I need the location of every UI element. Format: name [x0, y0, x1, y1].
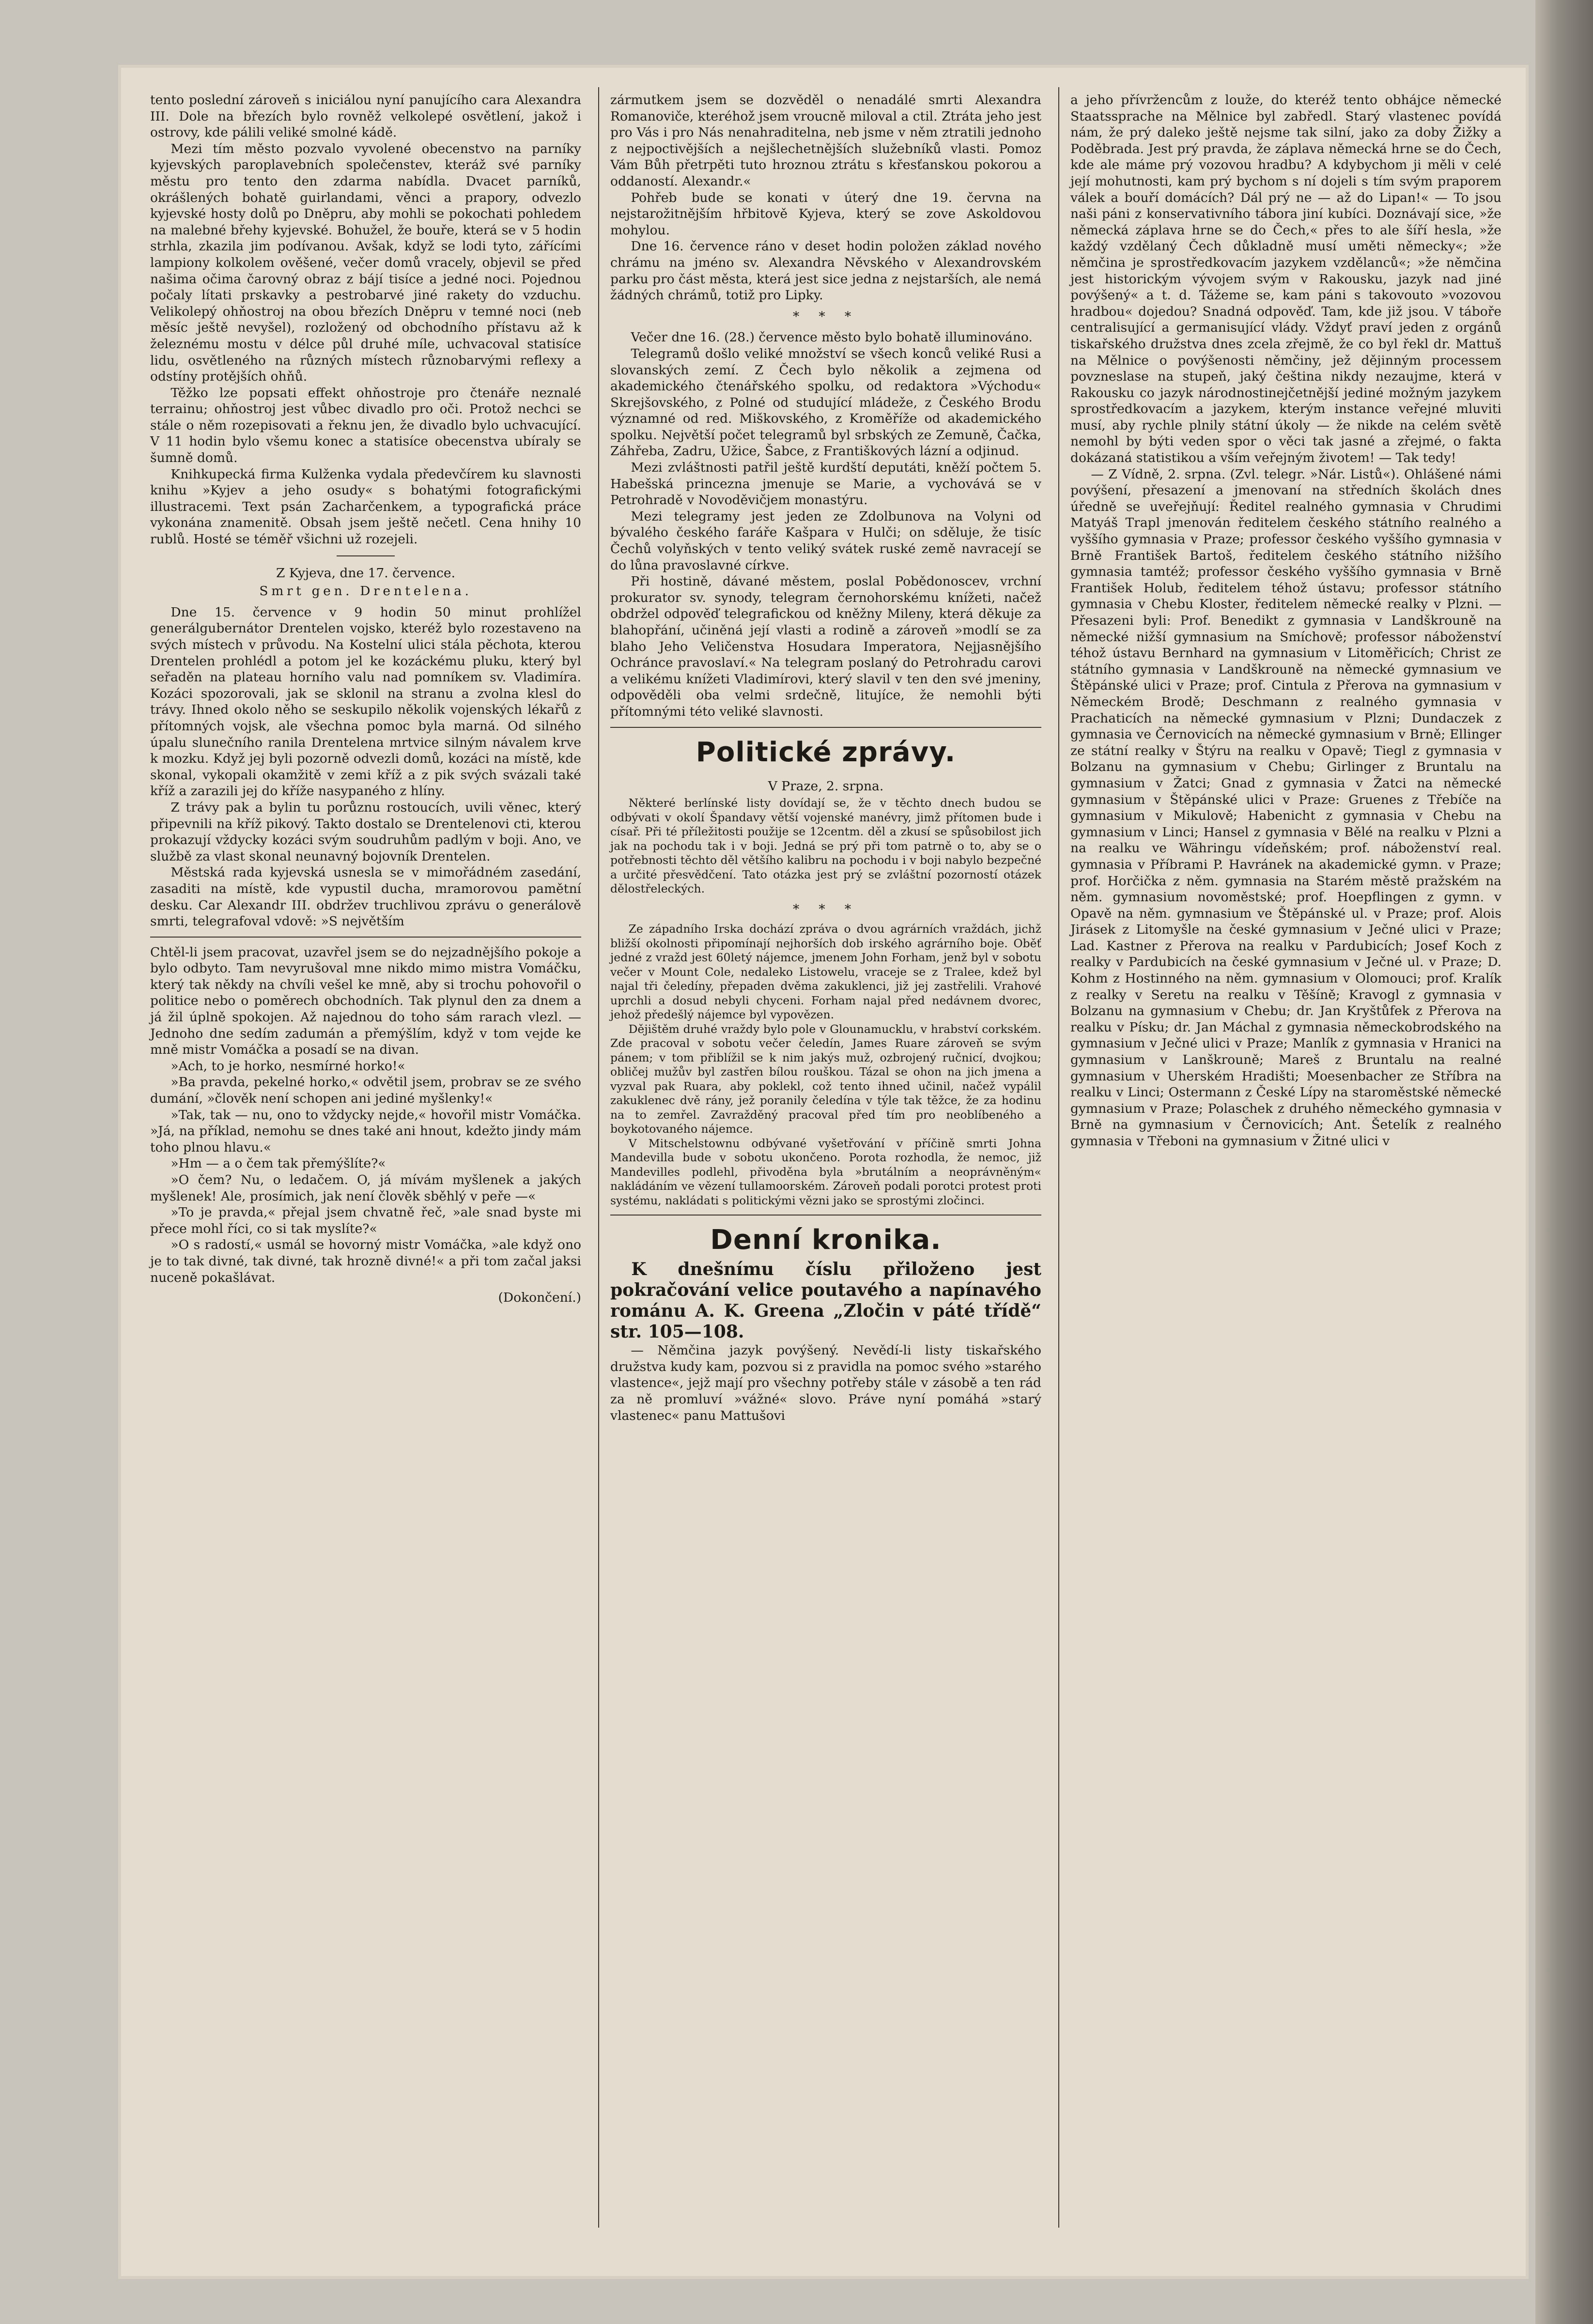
- feuilleton-paragraph: Chtěl-li jsem pracovat, uzavřel jsem se do nejzadnějšího pokoje a bylo odbyto. Tam nevyrušoval mne nikdo mimo mistra Vomáčku, který tak někdy na chvíli vešel ke mně, aby si trochu pohovořil o politice nebo o poměrech obchodních. Tak plynul den za dnem a já žil úplně spokojen. Až najednou do toho sám rarach vlezl. — Jednoho dne sedím zadumán a přemýšlím, když v tom vejde ke mně mistr Vomáčka a posadí se na divan.: [150, 944, 581, 1058]
- paragraph: Těžko lze popsati effekt ohňostroje pro čtenáře neznalé terrainu; ohňostroj jest vůbec divadlo pro oči. Protož nechci se stále o něm rozepisovati a řeknu jen, že divadlo bylo uchvacující. V 11 hodin bylo všemu konec a statisíce obecenstva ubíraly se šumně domů.: [150, 385, 581, 466]
- paragraph: zármutkem jsem se dozvěděl o nenadálé smrti Alexandra Romanoviče, kteréhož jsem vroucně miloval a ctil. Ztráta jeho jest pro Vás i pro Nás nenahraditelna, neb jsme v něm ztratili jednoho z nejpoctivějších a nejšlechetnějších služebníků vlasti. Pomoz Vám Bůh přetrpěti tuto hroznou ztrátu s křesťanskou pokorou a oddaností. Alexandr.«: [610, 92, 1041, 189]
- column-rule: [1058, 87, 1059, 2228]
- paragraph: Telegramů došlo veliké množství se všech konců veliké Rusi a slovanských zemí. Z Čech bylo několik a zejmena od akademického čtenářského spolku, od redaktora »Východu« Skrejšovského, z Polné od studující mládeže, z Českého Brodu významné od red. Miškovského, z Kroměříže od akademického spolku. Největší počet telegramů byl srbských ze Zemuně, Čačka, Záhřeba, Zadru, Užice, Šabce, z Františkových lázní a odjinud.: [610, 346, 1041, 459]
- column-1: [150, 92, 581, 1306]
- column-3: [1070, 92, 1501, 1150]
- paragraph: Dne 16. července ráno v deset hodin položen základ nového chrámu na jméno sv. Alexandra Něvského v Alexandrovském parku pro část města, která jest sice jedna z nejstarších, ale nemá žádných chrámů, totiž pro Lipky.: [610, 239, 1041, 303]
- dateline: V Praze, 2. srpna.: [768, 778, 884, 794]
- feuilleton-paragraph: »O s radostí,« usmál se hovorný mistr Vomáčka, »ale když ono je to tak divné, tak divné, tak hrozně divné!« a při tom začal jaksi nuceně pokašlávat.: [150, 1237, 581, 1285]
- paragraph: Při hostině, dávané městem, poslal Pobědonoscev, vrchní prokurator sv. synody, telegram černohorskému knížeti, načež obdržel odpověď telegrafickou od kněžny Mileny, která děkuje za blahopřání, učiněná její vlasti a rodině a zároveň »modlí se za blaho Jeho Veličenstva Hosudara Imperatora, Nejjasnějšího Ochránce pravoslaví.« Na telegram poslaný do Petrohradu carovi a velikému knížeti Vladimírovi, který slavil v ten den své jmeniny, odpověděli oba velmi srdečně, litujíce, že nemohli býti přítomnými této veliké slavnosti.: [610, 574, 1041, 719]
- paragraph: Mezi tím město pozvalo vyvolené obecenstvo na parníky kyjevských paroplavebních společenstev, kteráž své parníky městu pro tento den zdarma nabídla. Dvacet parníků, okrášlených bohatě guirlandami, věnci a prapory, odvezlo kyjevské hosty dolů po Dněpru, aby mohli se pokochati pohledem na malebné břehy kyjevské. Bohužel, že bouře, která se v 5 hodin strhla, zkazila jim podívanou. Avšak, když se lodi tyto, zářícími lampiony kolkolem ověšené, večer domů vracely, objevil se před našima očima čarovný obraz z bájí tisíce a jedné noci. Pojednou počaly lítati prskavky a pestrobarvé jiné rakety do vzduchu. Velikolepý ohňostroj na obou březích Dněpru v temné noci (neb měsíc ještě nevyšel), rozložený od obchodního přístavu až k železnému mostu v délce půl druhé míle, uchvacoval statisíce lidu, osvětleného na různých místech různobarvými reflexy a odstíny protějších ohňů.: [150, 141, 581, 385]
- dateline: Z Kyjeva, dne 17. července.: [276, 565, 455, 581]
- paragraph: Mezi zvláštnosti patřil ještě kurdští deputáti, kněží počtem 5. Habešská princezna jmenuje se Marie, a vychovává se v Petrohradě v Novoděvičjem monastýru.: [610, 460, 1041, 508]
- news-item: Ze západního Irska dochází zpráva o dvou agrárních vraždách, jichž bližší okolnosti připomínají nejhorších dob irského agrárního boje. Oběť jedné z vražd jest 60letý nájemce, jmenem John Forham, jenž byl v sobotu večer v Mount Cole, nedaleko Listowelu, vraceje se z Tralee, kdež byl najal tři čeledíny, přepaden dvěma zakuklenci, již jej zastřelili. Vrahové uprchli a dosud nebyli chyceni. Forham najal před nedávnem dvorec, jehož předešlý nájemce byl vypovězen.: [610, 922, 1041, 1022]
- to-be-continued: (Dokončení.): [498, 1290, 581, 1306]
- section-heading-political: Politické zprávy.: [696, 736, 956, 768]
- feuilleton-paragraph: »Ach, to je horko, nesmírné horko!«: [170, 1058, 405, 1074]
- news-item: V Mitschelstownu odbývané vyšetřování v příčině smrti Johna Mandevilla bude v sobotu ukončeno. Porota rozhodla, že nemoc, již Mandevilles podlehl, přivoděna byla »brutálním a neoprávněným« nakládáním ve vězení tullamoorském. Zároveň podali porotci protest proti systému, nakládati s politickými vězni jako se sprostými zločinci.: [610, 1136, 1041, 1207]
- paragraph: Dne 15. července v 9 hodin 50 minut prohlížel generálgubernátor Drentelen vojsko, kteréž bylo rozestaveno na svých místech v průvodu. Na Kostelní ulici stála pěchota, kterou Drentelen prohlédl a potom jel ke kozáckému pluku, který byl seřaděn na plateau horního valu nad pomníkem sv. Vladimíra. Kozáci spozorovali, jak se sklonil na stranu a zvolna klesl do trávy. Ihned okolo něho se seskupilo několik vojenských lékařů z přítomných vojsk, ale všechna pomoc byla marná. Od silného úpalu slunečního ranila Drentelena mrtvice silným návalem krve k mozku. Když jej byli pozorně odvezli domů, kozáci na místě, kde skonal, vykopali okamžitě v zemi kříž a z pik svých svázali také kříž a zarazili jej do kříže nasypaného z hlíny.: [150, 604, 581, 799]
- paragraph: Mezi telegramy jest jeden ze Zdolbunova na Volyni od bývalého českého faráře Kašpara v Hulči; on sděluje, že tisíc Čechů volyňských v tento veliký svátek ruské země navracejí se do lůna pravoslavné církve.: [610, 508, 1041, 573]
- section-stars: * * *: [792, 308, 859, 324]
- news-item: Některé berlínské listy dovídají se, že v těchto dnech budou se odbývati v okolí Špandavy větší vojenské manévry, jimž přítomen bude i císař. Při té příležitosti použije se 12centm. děl a zkusí se spůsobilost jich jak na pochodu tak i v boji. Jedná se prý při tom patrně o to, aby se o potřebnosti těchto děl většího kalibru na pochodu i v boji nabylo bezpečné a určité přesvědčení. Tato otázka jest prý se zvláštní pozorností otázek dělostřeleckých.: [610, 796, 1041, 896]
- section-divider: [610, 727, 1041, 728]
- subheading: Smrt gen. Drentelena.: [259, 584, 472, 599]
- divider: [337, 555, 395, 556]
- feuilleton-paragraph: »Tak, tak — nu, ono to vždycky nejde,« hovořil mistr Vomáčka. »Já, na příklad, nemohu se dnes také ani hnout, kdežto jindy mám toho plnou hlavu.«: [150, 1107, 581, 1155]
- supplement-notice: K dnešnímu číslu přiloženo jest pokračování velice poutavého a napínavého románu A. K. Greena „Zločin v páté třídě“ str. 105—108.: [610, 1259, 1041, 1342]
- paragraph: Z trávy pak a bylin tu porůznu rostoucích, uvili věnec, který připevnili na kříž pikový. Takto dostalo se Drentelenovi cti, kterou prokazují vždycky kozáci svým soudruhům padlým v boji. Ano, ve službě za vlast skonal neunavný bojovník Drentelen.: [150, 800, 581, 864]
- paragraph: — Němčina jazyk povýšený. Nevědí-li listy tiskařského družstva kudy kam, pozvou si z pravidla na pomoc svého »starého vlastence«, jejž mají pro všechny potřeby stále v zásobě a ten rád za ně promluví »vážné« slovo. Práve nyní pomáhá »starý vlastenec« panu Mattušovi: [610, 1343, 1041, 1423]
- paragraph: a jeho přívržencům z louže, do kteréž tento obhájce německé Staatssprache na Mělnice byl zabředl. Starý vlastenec povídá nám, že prý daleko ještě nejsme tak silní, jako za doby Žižky a Poděbrada. Jest prý pravda, že záplava německá hrne se do Čech, kde ale máme prý vozovou hradbu? A kdybychom ji měli v celé její mohutnosti, kam prý bychom s ní dojeli s tím svým praporem válek a bouří domácích? Dál prý ne — až do Lipan!« — To jsou naši páni z konservativního tábora jiní kubíci. Doznávají sice, »že německá záplava hrne se do Čech,« přes to ale šíří hesla, »že každý vzdělaný Čech důkladně musí uměti německy«; »že němčina je sprostředkovacím jazykem vzdělanců«; »že němčina jest historickým vývojem svým v Rakousku, jazyk nad jiné povýšený« a t. d. Tážeme se, kam páni s takovouto »vozovou hradbou« dojedou? Snadná odpověď. Tam, kde již jsou. V táboře centralisující a germanisující vlády. Vždyť praví jeden z orgánů tiskařského družstva dnes zcela zřejmě, že co byl řekl dr. Mattuš na Mělnice o povýšenosti němčiny, jež dějinným processem povzneslase na stupeň, jaký čeština nikdy nezaujme, která v Rakousku co jazyk národnostinejčetnější jediné možným jazykem sprostředkovacím a jazykem, kterým instance veřejné mluviti musí, aby rychle plnily státní úkoly — že nikde na celém světě nemohl by býti veden spor o věci tak jasné a zřejmé, o fakta dokázaná statistikou a vším veřejným životem! — Tak tedy!: [1070, 92, 1501, 466]
- paragraph: — Z Vídně, 2. srpna. (Zvl. telegr. »Nár. Listů«). Ohlášené námi povýšení, přesazení a jmenovaní na středních školách dnes úředně se uveřejňují: Ředitel realného gymnasia v Chrudimi Matyáš Trapl jmenován ředitelem českého státního realného a vyššího gymnasia v Praze; professor českého vyššího gymnasia v Brně František Bartoš, ředitelem českého státního nižšího gymnasia tamtéž; professor českého vyššího gymnasia v Brně František Holub, ředitelem téhož ústavu; professor státního gymnasia v Chebu Kloster, ředitelem německé realky v Plzni. — Přesazeni byli: Prof. Benedikt z gymnasia v Landškrouně na německé nižší gymnasium na Smíchově; professor náboženství téhož ústavu Bernhard na gymnasium v Litoměřicích; Christ ze státního gymnasia v Landškrouně na německé gymnasium ve Štěpánské ulici v Praze; prof. Cintula z Přerova na gymnasium v Německém Brodě; Deschmann z realného gymnasia v Prachaticích na německé gymnasium v Plzni; Dundaczek z gymnasia ve Černovicích na německé gymnasium v Brně; Ellinger ze státní realky v Štýru na realku v Opavě; Tiegl z gymnasia v Bolzanu na gymnasium v Chebu; Girlinger z Bruntalu na gymnasium v Žatci; Gnad z gymnasia v Žatci na německé gymnasium v Štěpánské ulici v Praze: Gruenes z Třebíče na gymnasium v Mikulově; Habenicht z gymnasia v Chebu na gymnasium v Linci; Hansel z gymnasia v Bělé na realku v Plzni a na realku ve Währingu vídeňském; prof. náboženství real. gymnasia v Příbrami P. Havránek na akademické gymn. v Praze; prof. Horčička z něm. gymnasia na Starém městě pražském na něm. gymnasium novoměstské; prof. Hoepflingen z gymn. v Opavě na něm. gymnasium ve Štěpánské ul. v Praze; prof. Alois Jirásek z Litomyšle na české gymnasium v Ječné ulici v Praze; Lad. Kastner z Přerova na realku v Pardubicích; Josef Koch z realky v Pardubicích na české gymnasium v Ječné ul. v Praze; D. Kohm z Hostinného na něm. gymnasium v Olomouci; prof. Kralík z realky v Seretu na realku v Těšíně; Kravogl z gymnasia v Bolzanu na gymnasium v Chebu; dr. Jan Kryštůfek z Přerova na realku v Písku; dr. Jan Máchal z gymnasia německobrodského na gymnasium v Ječné ulici v Praze; Manlík z gymnasia v Hranici na gymnasium v Lanškrouně; Mareš z Bruntalu na realné gymnasium v Uherském Hradišti; Moesenbacher ze Stříbra na realku v Linci; Ostermann z České Lípy na staroměstské německé gymnasium v Praze; Polaschek z druhého německého gymnasia v Brně na gymnasium v Černovicích; Ant. Šetelík z realného gymnasia v Třeboni na gymnasium v Žitné ulici v: [1070, 466, 1501, 1149]
- paragraph: Večer dne 16. (28.) července město bylo bohatě illuminováno.: [631, 330, 1033, 345]
- feuilleton-divider: [150, 937, 581, 938]
- column-2: [610, 92, 1041, 1424]
- feuilleton-paragraph: »Hm — a o čem tak přemýšlíte?«: [170, 1156, 386, 1171]
- newspaper-page: [121, 68, 1526, 2276]
- news-item: Dějištěm druhé vraždy bylo pole v Glounamucklu, v hrabství corkském. Zde pracoval v sobotu večer čeledín, James Ruare zároveň se svým pánem; v tom přiblížil se k nim jakýs muž, ozbrojený ručnicí, dvojkou; obličej mužův byl zastřen bílou rouškou. Tázal se ohon na jich jmena a vyzval pak Ruara, aby poklekl, což tento ihned učinil, načež vypálil zakuklenec dvě rány, jež poranily čeledína v týle tak těžce, že za hodinu na to zemřel. Zavražděný pracoval před tím pro neoblíbeného a boykotovaného nájemce.: [610, 1022, 1041, 1136]
- feuilleton-paragraph: »Ba pravda, pekelné horko,« odvětil jsem, probrav se ze svého dumání, »člověk není schopen ani jediné myšlenky!«: [150, 1075, 581, 1107]
- scan-edge: [1535, 0, 1593, 2324]
- column-rule: [598, 87, 599, 2228]
- paragraph: Pohřeb bude se konati v úterý dne 19. června na nejstarožitnějším hřbitově Kyjeva, který se zove Askoldovou mohylou.: [610, 190, 1041, 238]
- section-stars: * * *: [792, 901, 859, 917]
- paragraph: Knihkupecká firma Kulženka vydala předevčírem ku slavnosti knihu »Kyjev a jeho osudy« s bohatými fotografickými illustracemi. Text psán Zacharčenkem, a typografická práce vykonána znamenitě. Obsah jsem ještě nečetl. Cena hnihy 10 rublů. Hosté se téměř všichni už rozejeli.: [150, 466, 581, 547]
- section-divider: [610, 1215, 1041, 1216]
- feuilleton-paragraph: »To je pravda,« přejal jsem chvatně řeč, »ale snad byste mi přece mohl říci, co si tak myslíte?«: [150, 1205, 581, 1236]
- section-heading-daily-chronicle: Denní kronika.: [710, 1224, 942, 1256]
- paragraph: tento poslední zároveň s iniciálou nyní panujícího cara Alexandra III. Dole na březích bylo rovněž velkolepé osvětlení, jakož i ostrovy, kde pálili veliké smolné kádě.: [150, 92, 581, 140]
- feuilleton-paragraph: »O čem? Nu, o ledačem. O, já mívám myšlenek a jakých myšlenek! Ale, prosímich, jak není člověk sběhlý v peře —«: [150, 1172, 581, 1204]
- paragraph: Městská rada kyjevská usnesla se v mimořádném zasedání, zasaditi na místě, kde vypustil ducha, mramorovou pamětní desku. Car Alexandr III. obdržev truchlivou zprávu o generálově smrti, telegrafoval vdově: »S největším: [150, 865, 581, 929]
